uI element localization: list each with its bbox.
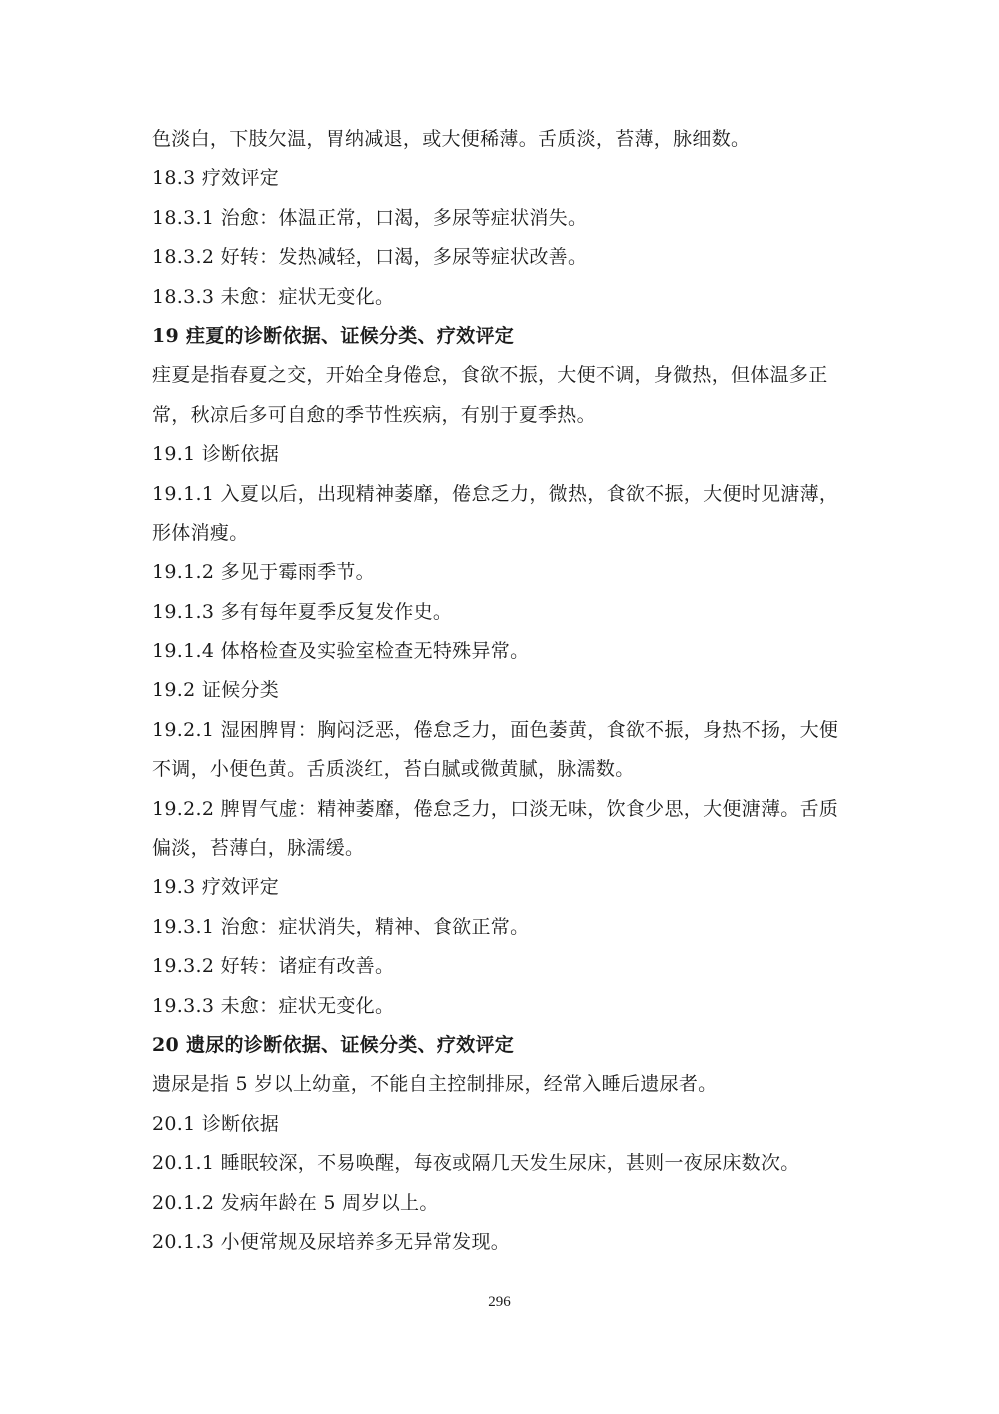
text-line: 20.1.1 睡眠较深，不易唤醒，每夜或隔几天发生尿床，甚则一夜尿床数次。	[152, 1152, 800, 1175]
text-line: 遗尿是指 5 岁以上幼童，不能自主控制排尿，经常入睡后遗尿者。	[152, 1073, 718, 1096]
section-heading-19-3: 19.3 疗效评定	[152, 876, 280, 899]
page-number: 296	[488, 1294, 511, 1310]
text-line: 19.1.1 入夏以后，出现精神萎靡，倦怠乏力，微热，食欲不振，大便时见溏薄，	[152, 482, 839, 505]
text-line: 18.3.3 未愈：症状无变化。	[152, 285, 395, 308]
text-line: 色淡白，下肢欠温，胃纳减退，或大便稀薄。舌质淡，苔薄，脉细数。	[152, 128, 751, 150]
text-line: 19.1.2 多见于霉雨季节。	[152, 561, 375, 584]
text-line: 常，秋凉后多可自愈的季节性疾病，有别于夏季热。	[152, 403, 596, 426]
text-line: 19.3.1 治愈：症状消失，精神、食欲正常。	[152, 915, 530, 938]
text-line: 19.2.2 脾胃气虚：精神萎靡，倦怠乏力，口淡无味，饮食少思，大便溏薄。舌质	[152, 797, 839, 820]
text-line: 19.1.4 体格检查及实验室检查无特殊异常。	[152, 640, 530, 663]
text-line: 19.2.1 湿困脾胃：胸闷泛恶，倦怠乏力，面色萎黄，食欲不振，身热不扬，大便	[152, 718, 839, 741]
text-line: 19.1.3 多有每年夏季反复发作史。	[152, 600, 453, 623]
chapter-heading-20: 20 遗尿的诊断依据、证候分类、疗效评定	[152, 1033, 515, 1056]
text-line: 疰夏是指春夏之交，开始全身倦怠，食欲不振，大便不调，身微热，但体温多正	[152, 364, 828, 387]
text-line: 19.3.3 未愈：症状无变化。	[152, 994, 395, 1017]
text-line: 19.3.2 好转：诸症有改善。	[152, 955, 395, 978]
section-heading-19-1: 19.1 诊断依据	[152, 443, 280, 466]
text-line: 18.3.2 好转：发热减轻，口渴，多尿等症状改善。	[152, 246, 588, 269]
section-heading-20-1: 20.1 诊断依据	[152, 1112, 280, 1135]
text-line: 不调，小便色黄。舌质淡红，苔白腻或微黄腻，脉濡数。	[152, 758, 635, 781]
chapter-heading-19: 19 疰夏的诊断依据、证候分类、疗效评定	[152, 324, 515, 347]
text-line: 形体消瘦。	[152, 521, 249, 544]
text-line: 偏淡，苔薄白，脉濡缓。	[152, 837, 365, 860]
text-line: 18.3.1 治愈：体温正常，口渴，多尿等症状消失。	[152, 206, 588, 229]
text-line: 20.1.2 发病年龄在 5 周岁以上。	[152, 1191, 439, 1214]
section-heading-19-2: 19.2 证候分类	[152, 679, 280, 702]
text-line: 20.1.3 小便常规及尿培养多无异常发现。	[152, 1230, 511, 1253]
document-body	[152, 120, 852, 1262]
section-heading-18-3: 18.3 疗效评定	[152, 167, 280, 190]
